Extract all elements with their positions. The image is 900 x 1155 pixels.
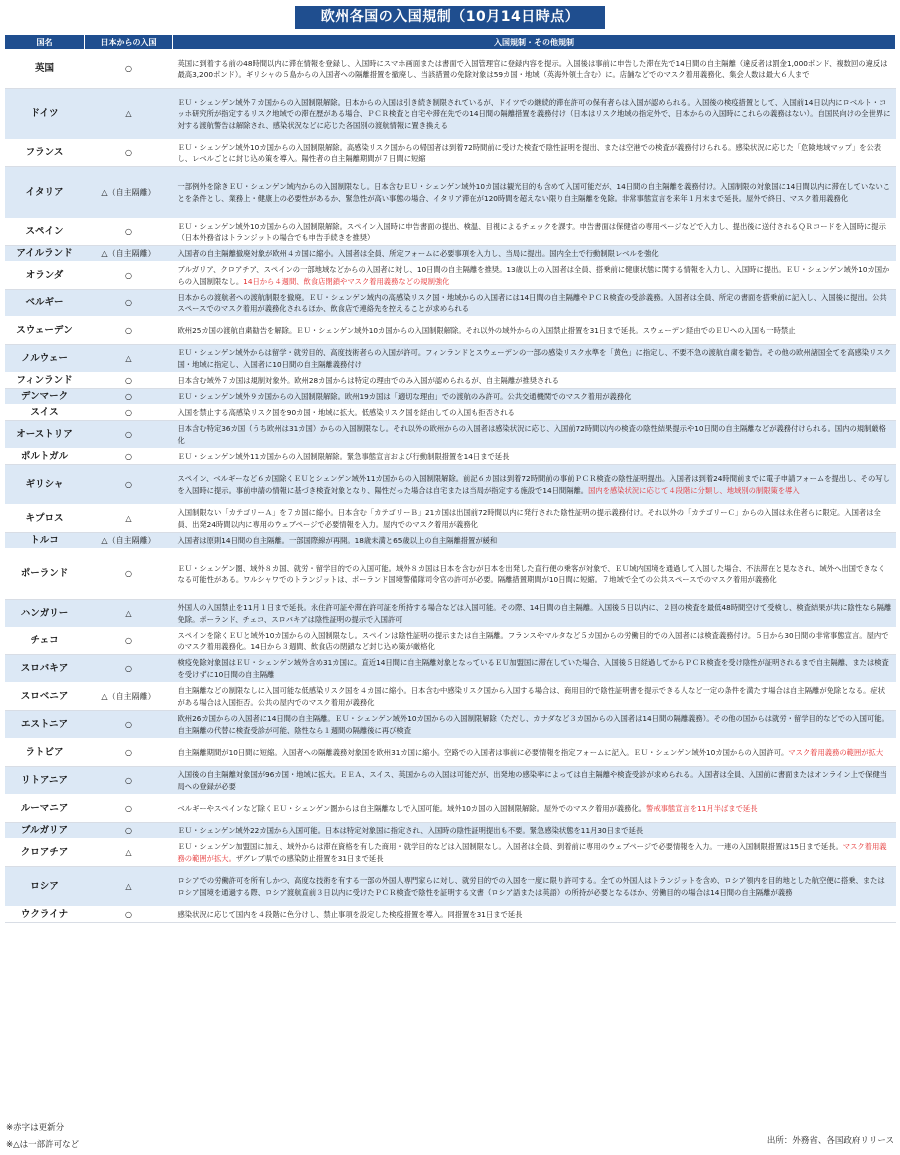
country-name: ウクライナ [5,907,85,923]
entry-status: △（自主隔離） [85,533,173,549]
header-entry: 日本からの入国 [85,35,173,50]
entry-status: ○ [85,823,173,839]
updated-text: 国内を感染状況に応じて４段階に分類し、地域別の制限策を導入 [588,485,800,495]
country-name: ドイツ [5,89,85,140]
regulation-text [173,219,896,246]
table-row [5,140,896,167]
header-rules: 入国規制・その他規制 [173,35,896,50]
regulation-text [173,655,896,683]
country-name: ブルガリア [5,823,85,839]
entry-status: ○ [85,290,173,317]
regulation-body: ＥＵ・シェンゲン域外10カ国からの入国制限解除。高感染リスク国からの帰国者は到着72時間前に受けた検査で陰性証明を提出、または空港での検査が義務付けられる。感染状況に応じた「危険地域マップ」を公表し、レベルごとに封じ込め策を導入。陽性者の自主隔離期間が７日間に短縮 [177,142,882,163]
table-row [5,795,896,823]
regulation-body: スペインを除くＥＵと域外10カ国からの入国制限なし。スペインは陰性証明の提示または自主隔離。フランスやマルタなど５カ国からの労働目的での入国者には検査義務付け。５日から30日間の非常事態宣言。屋内でのマスク着用義務化。14日から３週間、飲食店の閉鎖など封じ込め策が厳格化 [177,630,889,651]
table-body [5,50,896,923]
regulation-body: ロシアでの労働許可を所有しかつ、高度な技術を有する一部の外国人専門家らに対し、就労目的での入国を一度に限り許可する。全ての外国人はトランジットを含め、ロシア領内を目的地とした航空便に搭乗、またはロシア国境を通過する際、ロシア渡航直前３日以内に受けたＰＣＲ検査で陰性を証明する文書（ロシア語または英語）の所持が必要となるほか、労働目的の場合は14日間の自主隔離が義務 [177,876,885,897]
country-name: オーストリア [5,421,85,449]
regulation-body: ＥＵ・シェンゲン圏、域外８カ国、就労・留学目的での入国可能。域外８カ国は日本を含むが日本を出発した直行便の乗客が対象で、ＥＵ域内国境を通過して入国した場合、不法滞在と見なされ、域外へ出国できなくなる可能性がある。ワルシャワでのトランジットは、ポーランド国境警備隊司令官の許可が必要。隔離措置期間が10日間に短縮。７地域で全ての公共スペースでのマスク着用が義務化 [177,563,886,584]
entry-status: ○ [85,628,173,655]
country-name: ルーマニア [5,795,85,823]
regulation-body-after: ザグレブ県での感染防止措置を31日まで延長 [235,853,384,863]
table-row [5,867,896,907]
country-name: デンマーク [5,389,85,405]
entry-status: △（自主隔離） [85,246,173,262]
regulation-text [173,50,896,89]
table-row [5,89,896,140]
table-row [5,449,896,465]
entry-status: ○ [85,373,173,389]
entry-status: △ [85,505,173,533]
regulation-text [173,465,896,505]
entry-status: ○ [85,140,173,167]
regulation-text [173,533,896,549]
country-name: フィンランド [5,373,85,389]
country-name: イタリア [5,167,85,219]
regulation-body: ＥＵ・シェンゲン域外９カ国からの入国制限解除。欧州19カ国は「適切な理由」での渡航のみ許可。公共交通機関でのマスク着用が義務化 [177,391,632,401]
regulation-text [173,823,896,839]
country-name: スイス [5,405,85,421]
country-name: ポーランド [5,549,85,600]
entry-status: ○ [85,449,173,465]
regulation-text [173,711,896,739]
country-name: オランダ [5,262,85,290]
country-name: フランス [5,140,85,167]
entry-status: ○ [85,767,173,795]
country-name: リトアニア [5,767,85,795]
regulation-text [173,739,896,767]
regulation-text [173,421,896,449]
country-name: ギリシャ [5,465,85,505]
regulation-text [173,405,896,421]
regulation-body: ＥＵ・シェンゲン域外７カ国からの入国制限解除。日本からの入国は引き続き制限されているが、ドイツでの継続的滞在許可の保有者らは入国が認められる。入国後の検疫措置として、入国前14日以内にロベルト・コッホ研究所が指定するリスク地域での滞在歴がある場合、ＰＣＲ検査と自宅や滞在先での14日間の隔離措置を義務付け（日本はリスク地域の指定外で、日本からの入国時にこれらの義務はない）。自国民向けの全世界に対する渡航警告は解除され、感染状況などに応じた各国別の渡航情報に置き換える [177,97,891,130]
entry-status: ○ [85,219,173,246]
table-row [5,683,896,711]
table-row [5,549,896,600]
table-row [5,839,896,867]
regulation-text [173,449,896,465]
table-row [5,246,896,262]
regulation-body: 入国後の自主隔離対象国が96カ国・地域に拡大。ＥＥＡ、スイス、英国からの入国は可能だが、出発地の感染率によっては自主隔離や検査受診が求められる。入国者は全員、入国前に書面またはオンライン上で保健当局への登録が必要 [177,770,888,791]
regulation-body: ＥＵ・シェンゲン加盟国に加え、域外からは滞在資格を有した商用・就学目的などは入国制限なし。入国者は全員、到着前に専用のウェブページで必要情報を入力。一連の入国制限措置は15日まで延長。 [177,842,843,852]
regulation-text [173,505,896,533]
table-row [5,655,896,683]
country-name: スウェーデン [5,317,85,345]
regulation-body: ベルギーやスペインなど除くＥＵ・シェンゲン圏からは自主隔離なしで入国可能。域外10カ国の入国制限解除。屋外でのマスク着用が義務化。 [177,803,647,813]
country-name: ポルトガル [5,449,85,465]
entry-status: ○ [85,317,173,345]
regulation-body: 入国を禁止する高感染リスク国を90カ国・地域に拡大。低感染リスク国を経由しての入国も拒否される [177,407,515,417]
table-row [5,533,896,549]
country-name: チェコ [5,628,85,655]
regulation-body: 欧州25カ国の渡航自粛勧告を解除。ＥＵ・シェンゲン域外10カ国からの入国制限解除。それ以外の域外からの入国禁止措置を31日まで延長。スウェーデン経由でのＥＵへの入国も一時禁止 [177,325,796,335]
country-name: ラトビア [5,739,85,767]
entry-status: △（自主隔離） [85,683,173,711]
regulation-body: 日本含む域外７カ国は規制対象外。欧州28カ国からは特定の理由でのみ入国が認められるが、自主隔離が推奨される [177,375,559,385]
regulation-text [173,262,896,290]
table-row [5,373,896,389]
regulation-text [173,907,896,923]
table-row [5,767,896,795]
entry-status: ○ [85,405,173,421]
regulation-text [173,683,896,711]
country-name: スロバキア [5,655,85,683]
regulation-text [173,140,896,167]
entry-status: △ [85,839,173,867]
regulation-text [173,373,896,389]
table-row [5,465,896,505]
regulations-table [4,34,896,923]
country-name: ハンガリー [5,600,85,628]
regulation-body: 感染状況に応じて国内を４段階に色分けし、禁止事項を設定した検疫措置を導入。同措置を31日まで延長 [177,909,523,919]
entry-status: ○ [85,50,173,89]
regulation-text [173,89,896,140]
country-name: クロアチア [5,839,85,867]
entry-status: △（自主隔離） [85,167,173,219]
regulation-body: 入国者は原則14日間の自主隔離。一部国際線が再開。18歳未満と65歳以上の自主隔離措置が緩和 [177,535,498,545]
entry-status: △ [85,345,173,373]
regulation-text [173,600,896,628]
regulation-body: 一部例外を除きＥＵ・シェンゲン域内からの入国制限なし。日本含むＥＵ・シェンゲン域外10カ国は観光目的も含めて入国可能だが、14日間の自主隔離を義務付け。入国制限の対象国に14日間以内に滞在していないことを条件とし、業務上・健康上の必要性があるか、緊急性が高い事態の場合、イタリア滞在が120時間を超えない限り自主隔離を免除。非常事態宣言を来年１月末まで延長。屋外で終日、マスク着用義務化 [177,182,891,203]
table-row [5,167,896,219]
table-row [5,262,896,290]
updated-text: 14日から４週間、飲食店閉鎖やマスク着用義務などの規制強化 [243,276,450,286]
regulation-text [173,345,896,373]
entry-status: △ [85,867,173,907]
country-name: ノルウェー [5,345,85,373]
entry-status: ○ [85,465,173,505]
country-name: エストニア [5,711,85,739]
regulation-text [173,317,896,345]
country-name: スロベニア [5,683,85,711]
country-name: アイルランド [5,246,85,262]
entry-status: ○ [85,655,173,683]
table-header [5,35,896,50]
page-title: 欧州各国の入国規制（10月14日時点） [295,6,605,29]
table-row [5,739,896,767]
entry-status: △ [85,89,173,140]
regulation-body: ブルガリア、クロアチア、スペインの一部地域などからの入国者に対し、10日間の自主隔離を推奨。13歳以上の入国者は全員、搭乗前に健康状態に関する情報を入力し、入国時に提出。ＥＵ・シェンゲン域外10カ国からの入国制限なし。 [177,265,890,286]
country-name: スペイン [5,219,85,246]
table-row [5,421,896,449]
regulation-body: ＥＵ・シェンゲン域外からは留学・就労目的、高度技術者らの入国が許可。フィンランドとスウェーデンの一部の感染リスク水準を「黄色」に指定し、不要不急の渡航自粛を勧告。その他の欧州諸国全てを高感染リスク国・地域に指定し、入国者に10日間の自主隔離義務付け [177,348,891,369]
table-row [5,600,896,628]
updated-text: マスク着用義務の範囲が拡大 [788,747,884,757]
regulation-body: 検疫免除対象国はＥＵ・シェンゲン域外含め31カ国に。直近14日間に自主隔離対象となっているＥＵ加盟国に滞在していた場合、入国後５日経過してからＰＣＲ検査を受け陰性が証明されるまで自主隔離、または検査を受けずに10日間の自主隔離 [177,658,889,679]
regulation-text [173,795,896,823]
entry-status: ○ [85,262,173,290]
country-name: キプロス [5,505,85,533]
table-row [5,823,896,839]
entry-status: ○ [85,907,173,923]
regulation-text [173,167,896,219]
updated-text: マスク着用義務の範囲が拡大。 [177,842,887,863]
regulation-body: 英国に到着する前の48時間以内に滞在情報を登録し、入国時にスマホ画面または書面で入国管理官に登録内容を提示。入国後は事前に申告した滞在先で14日間の自主隔離（違反者は罰金1,000ポンド、複数回の違反は最高3,200ポンド）。ギリシャの５島からの入国者への隔離措置を撤廃し、当該措置の免除対象は59カ国・地域（英海外領土含む）に。店舗などでのマスク着用義務化、集会人数は最大６人まで [177,58,888,79]
country-name: トルコ [5,533,85,549]
table-row [5,219,896,246]
entry-status: ○ [85,795,173,823]
updated-text: 警戒事態宣言を11月半ばまで延長 [646,803,758,813]
entry-status: ○ [85,711,173,739]
regulation-text [173,389,896,405]
table-row [5,711,896,739]
table-row [5,345,896,373]
regulation-body: ＥＵ・シェンゲン域外10カ国からの入国制限解除。スペイン入国時に申告書面の提出、検温、目視によるチェックを課す。申告書面は保健省の専用ページなどで入力し、提出後に送付されるＱＲコードを入国時に提示（日本外務省はトランジットの場合でも申告手続きを推奨） [177,221,886,242]
regulation-body: 日本からの渡航者への渡航制限を撤廃。ＥＵ・シェンゲン域内の高感染リスク国・地域からの入国者には14日間の自主隔離やＰＣＲ検査の受診義務。入国者は全員、所定の書面を搭乗前に記入し、入国後に提出。公共スペースでのマスク着用が義務化されるほか、飲食店で連絡先を控えることが求められる [177,292,887,313]
regulation-text [173,628,896,655]
regulation-body: ＥＵ・シェンゲン域外22カ国から入国可能。日本は特定対象国に指定され、入国時の陰性証明提出も不要。緊急感染状態を11月30日まで延長 [177,825,644,835]
entry-status: ○ [85,421,173,449]
source-note: 出所：外務省、各国政府リリース [766,1136,894,1146]
table-row [5,389,896,405]
regulation-text [173,246,896,262]
regulation-body: スペイン、ベルギーなど６カ国除くＥＵとシェンゲン域外11カ国からの入国制限解除。前記６カ国は到着72時間前の事前ＰＣＲ検査の陰性証明提出。入国者は到着24時間前までに電子申請フォームを提出し、その写しを入国時に提示。事前申請の情報に基づき検査対象となり、陽性だった場合は自宅または当局が指定する施設で14日間隔離。 [177,474,890,495]
footnote-triangle: ※△は一部許可など [6,1140,80,1150]
table-row [5,50,896,89]
entry-status: ○ [85,549,173,600]
table-row [5,317,896,345]
header-country: 国名 [5,35,85,50]
regulation-body: 外国人の入国禁止を11月１日まで延長。永住許可証や滞在許可証を所持する場合などは入国可能。その際、14日間の自主隔離。入国後５日以内に、２回の検査を最低48時間空けて受検し、検査結果が共に陰性なら隔離免除。ポーランド、チェコ、スロバキアは陰性証明の提示で入国許可 [177,603,892,624]
regulation-body: 入国制限ない「カテゴリーＡ」を７カ国に縮小。日本含む「カテゴリーＢ」21カ国は出国前72時間以内に発行された陰性証明の提示義務付け。それ以外の「カテゴリーＣ」からの入国は永住者らに限定。入国者は全員、出発24時間以内に専用のウェブページで必要情報を入力。屋内でのマスク着用が義務化 [177,508,881,529]
regulation-body: 自主隔離などの制限なしに入国可能な低感染リスク国を４カ国に縮小。日本含む中感染リスク国から入国する場合は、商用目的で陰性証明書を提示できる人など一定の条件を満たす場合は自主隔離が免除となる。症状がある場合は入国拒否。公共の屋内でのマスク着用が義務化 [177,686,885,707]
entry-status: △ [85,600,173,628]
regulation-text [173,867,896,907]
entry-status: ○ [85,389,173,405]
regulation-text [173,767,896,795]
regulation-body: 入国者の自主隔離撤廃対象が欧州４カ国に縮小。入国者は全員、所定フォームに必要事項を入力し、当局に提出。国内全土で行動制限レベルを強化 [177,248,659,258]
country-name: ロシア [5,867,85,907]
regulation-body: 欧州26カ国からの入国者に14日間の自主隔離。ＥＵ・シェンゲン域外10カ国からの入国制限解除（ただし、カナダなど３カ国からの入国者は14日間の隔離義務）。その他の国からは就労・留学目的などでの入国可能。自主隔離の代替に検査受診が可能、陰性なら１週間の隔離後に再び検査 [177,714,889,735]
table-row [5,907,896,923]
country-name: ベルギー [5,290,85,317]
regulation-text [173,549,896,600]
regulation-text [173,290,896,317]
regulation-text [173,839,896,867]
table-row [5,628,896,655]
table-row [5,505,896,533]
country-name: 英国 [5,50,85,89]
regulation-body: 日本含む特定36カ国（うち欧州は31カ国）からの入国制限なし。それ以外の欧州からの入国者は感染状況に応じ、入国前72時間以内の検査の陰性結果提示や10日間の自主隔離などが義務付けられる。国内の規制厳格化 [177,424,886,445]
table-row [5,290,896,317]
entry-status: ○ [85,739,173,767]
table-row [5,405,896,421]
footnote-red: ※赤字は更新分 [6,1123,65,1133]
regulation-body: 自主隔離期間が10日間に短縮。入国者への隔離義務対象国を欧州31カ国に縮小。空路での入国者は事前に必要情報を指定フォームに記入。ＥＵ・シェンゲン域外10カ国からの入国許可。 [177,747,789,757]
regulation-body: ＥＵ・シェンゲン域外11カ国からの入国制限解除。緊急事態宣言および行動制限措置を14日まで延長 [177,451,510,461]
